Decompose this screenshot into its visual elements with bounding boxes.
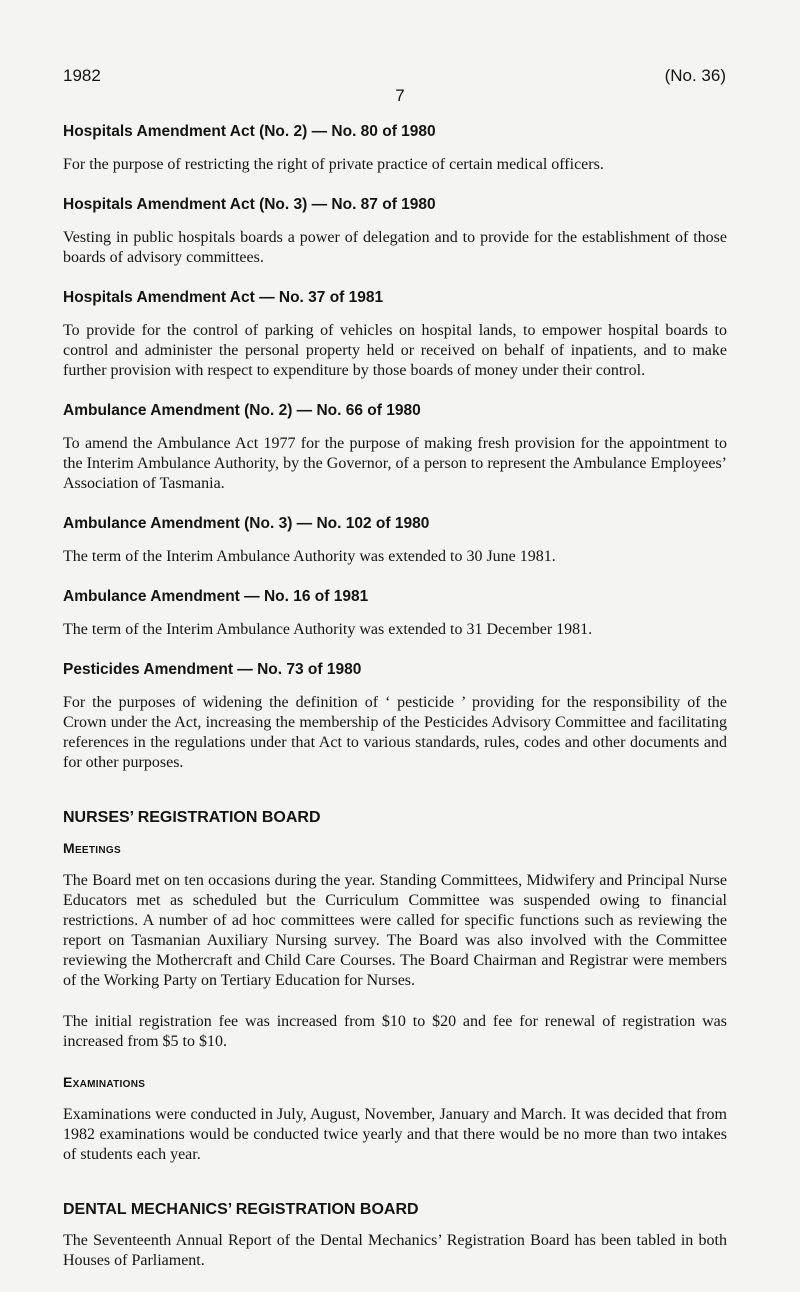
act-title: Hospitals Amendment Act — No. 37 of 1981 — [63, 289, 384, 306]
act-description: For the purposes of widening the definition of ‘ pesticide ’ providing for the responsibility of the Crown under the Act, increasing the membership of the Pesticides Advisory Committee and facilitating references in the regulations under that Act to various standards, rules, codes and other documents and for other purposes. — [63, 694, 727, 771]
act-title: Pesticides Amendment — No. 73 of 1980 — [63, 661, 362, 678]
act-entry — [63, 123, 727, 175]
subsection-title: Meetings — [63, 840, 121, 856]
act-entry — [63, 515, 727, 567]
act-entry — [63, 289, 727, 381]
act-description: The term of the Interim Ambulance Authority was extended to 31 December 1981. — [63, 621, 593, 638]
page-content — [63, 123, 727, 1292]
act-title: Ambulance Amendment (No. 3) — No. 102 of 1980 — [63, 515, 430, 532]
subsection-title: Examinations — [63, 1074, 146, 1090]
act-description: To amend the Ambulance Act 1977 for the purpose of making fresh provision for the appointment to the Interim Ambulance Authority, by the Governor, of a person to represent the Ambulance Employees’ Association of Tasmania. — [63, 435, 727, 492]
paragraph: The initial registration fee was increased from $10 to $20 and fee for renewal of registration was increased from $5 to $10. — [63, 1013, 727, 1050]
act-description: Vesting in public hospitals boards a power of delegation and to provide for the establishment of those boards of advisory committees. — [63, 229, 727, 266]
nurses-section — [63, 809, 727, 1165]
act-title: Ambulance Amendment (No. 2) — No. 66 of 1980 — [63, 402, 421, 419]
section-title: NURSES’ REGISTRATION BOARD — [63, 809, 321, 826]
act-title: Hospitals Amendment Act (No. 3) — No. 87 of 1980 — [63, 196, 436, 213]
header-year: 1982 — [63, 66, 101, 85]
section-title: DENTAL MECHANICS’ REGISTRATION BOARD — [63, 1201, 419, 1218]
act-title: Hospitals Amendment Act (No. 2) — No. 80 of 1980 — [63, 123, 436, 140]
act-title: Ambulance Amendment — No. 16 of 1981 — [63, 588, 369, 605]
page-number: 7 — [395, 86, 405, 105]
act-entry — [63, 402, 727, 494]
act-description: To provide for the control of parking of vehicles on hospital lands, to empower hospital boards to control and administer the personal property held or received on behalf of inpatients, and to make further provision with respect to expenditure by those boards of money under their control. — [63, 322, 727, 379]
paragraph: The Seventeenth Annual Report of the Dental Mechanics’ Registration Board has been tabled in both Houses of Parliament. — [63, 1232, 727, 1269]
paragraph: Examinations were conducted in July, August, November, January and March. It was decided that from 1982 examinations would be conducted twice yearly and that there would be no more than two intakes of students each year. — [63, 1106, 727, 1163]
dental-section — [63, 1201, 727, 1271]
act-description: For the purpose of restricting the right of private practice of certain medical officers. — [63, 156, 604, 173]
paragraph: The Board met on ten occasions during the year. Standing Committees, Midwifery and Principal Nurse Educators met as scheduled but the Curriculum Committee was suspended owing to financial restrictions. A number of ad hoc committees were called for specific functions such as reviewing the report on Tasmanian Auxiliary Nursing survey. The Board was also involved with the Committee reviewing the Mothercraft and Child Care Courses. The Board Chairman and Registrar were members of the Working Party on Tertiary Education for Nurses. — [63, 872, 727, 989]
header-number: (No. 36) — [664, 66, 726, 85]
act-entry — [63, 661, 727, 773]
act-description: The term of the Interim Ambulance Authority was extended to 30 June 1981. — [63, 548, 556, 565]
act-entry — [63, 588, 727, 640]
act-entry — [63, 196, 727, 268]
